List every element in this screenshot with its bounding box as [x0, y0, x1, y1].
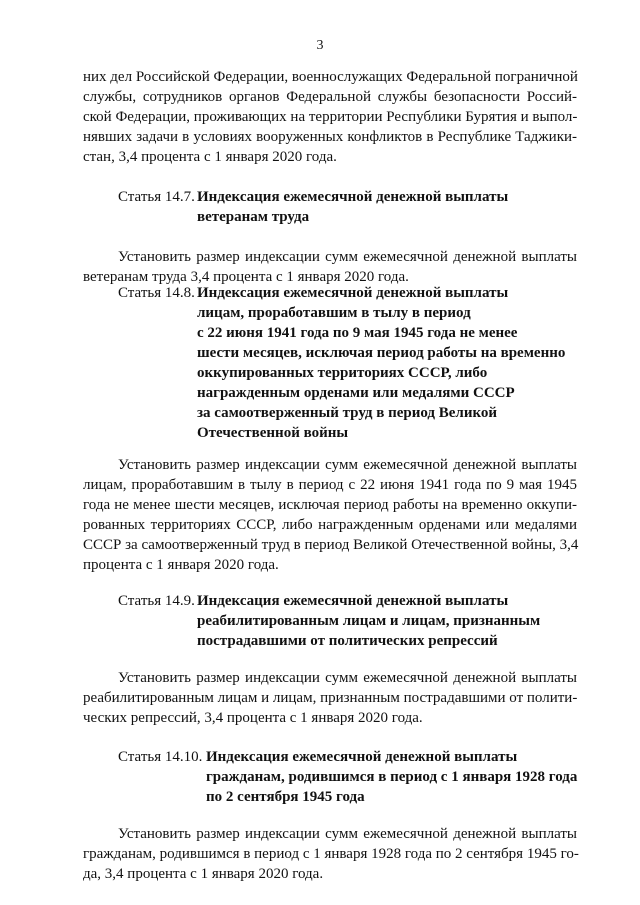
article-14-8-body-line: процента с 1 января 2020 года. — [83, 557, 279, 573]
article-title-line: Индексация ежемесячной денежной выплаты — [197, 593, 509, 609]
article-label: Статья 14.8. — [118, 285, 195, 301]
article-title-line: гражданам, родившимся в период с 1 января 1928 года — [206, 769, 578, 785]
article-title-line: ветеранам труда — [197, 209, 310, 225]
article-title-line: шести месяцев, исключая период работы на временно — [197, 345, 566, 361]
article-title-line: по 2 сентября 1945 года — [206, 789, 365, 805]
intro-line: стан, 3,4 процента с 1 января 2020 года. — [83, 149, 337, 165]
article-title-line: Отечественной войны — [197, 425, 349, 441]
article-title-line: оккупированных территориях СССР, либо — [197, 365, 488, 381]
article-title-line: Индексация ежемесячной денежной выплаты — [197, 285, 509, 301]
article-14-9-body-line: реабилитированным лицам и лицам, признанным пострадавшими от полити- — [83, 690, 578, 706]
article-14-8-body-line: СССР за самоотверженный труд в период Великой Отечественной войны, 3,4 — [83, 537, 579, 553]
article-title-line: Индексация ежемесячной денежной выплаты — [206, 749, 518, 765]
article-label: Статья 14.9. — [118, 593, 195, 609]
intro-line: ской Федерации, проживающих на территории Республики Бурятия и выпол- — [83, 109, 578, 125]
article-14-9-body-line: ческих репрессий, 3,4 процента с 1 января 2020 года. — [83, 710, 423, 726]
intro-line: службы, сотрудников органов Федеральной службы безопасности Россий- — [83, 89, 577, 105]
article-title-line: награжденным орденами или медалями СССР — [197, 385, 515, 401]
article-14-8-body-line: года не менее шести месяцев, исключая период работы на временно оккупи- — [83, 497, 577, 513]
article-title-line: реабилитированным лицам и лицам, признанным — [197, 613, 541, 629]
article-title-line: Индексация ежемесячной денежной выплаты — [197, 189, 509, 205]
article-label: Статья 14.7. — [118, 189, 195, 205]
article-14-8-body-line: лицам, проработавшим в тылу в период с 22 июня 1941 года по 9 мая 1945 — [83, 477, 577, 493]
article-14-10-body-line: гражданам, родившимся в период с 1 января 1928 года по 2 сентября 1945 го- — [83, 846, 579, 862]
article-14-8-body-line: рованных территориях СССР, либо награжденным орденами или медалями — [83, 517, 577, 533]
article-title-line: лицам, проработавшим в тылу в период — [197, 305, 471, 321]
article-14-7-body-line: Установить размер индексации сумм ежемесячной денежной выплаты — [118, 249, 577, 265]
intro-line: них дел Российской Федерации, военнослужащих Федеральной пограничной — [83, 69, 578, 85]
article-title-line: пострадавшими от политических репрессий — [197, 633, 498, 649]
article-14-9-body-line: Установить размер индексации сумм ежемесячной денежной выплаты — [118, 670, 577, 686]
article-14-10-body-line: Установить размер индексации сумм ежемесячной денежной выплаты — [118, 826, 577, 842]
article-title-line: за самоотверженный труд в период Великой — [197, 405, 498, 421]
intro-line: нявших задачи в условиях вооруженных конфликтов в Республике Таджики- — [83, 129, 577, 145]
article-label: Статья 14.10. — [118, 749, 203, 765]
page-number: 3 — [316, 38, 324, 53]
article-title-line: с 22 июня 1941 года по 9 мая 1945 года не менее — [197, 325, 518, 341]
article-14-8-body-line: Установить размер индексации сумм ежемесячной денежной выплаты — [118, 457, 577, 473]
article-14-7-body-line: ветеранам труда 3,4 процента с 1 января 2020 года. — [83, 269, 409, 285]
article-14-10-body-line: да, 3,4 процента с 1 января 2020 года. — [83, 866, 324, 882]
